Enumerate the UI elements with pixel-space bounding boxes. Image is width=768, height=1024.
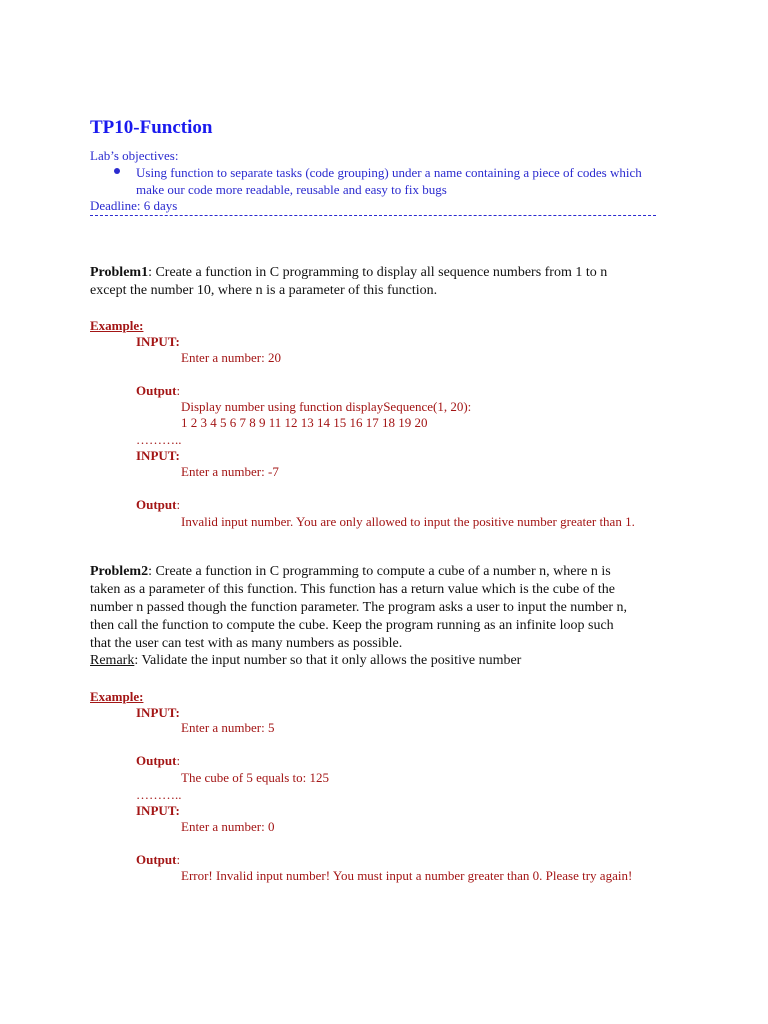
problem2-input1-label: INPUT: — [136, 705, 180, 720]
problem1-input1-label: INPUT: — [136, 334, 180, 349]
problem2-output2-label: Output: — [136, 852, 181, 867]
problem2-output2-value: Error! Invalid input number! You must input a number greater than 0. Please try again! — [181, 868, 633, 883]
remark-label: Remark — [90, 653, 135, 668]
bullet-icon — [114, 168, 120, 174]
dashed-divider — [90, 215, 656, 224]
problem1-line-1 — [90, 264, 607, 282]
page-title: TP10-Function — [90, 117, 213, 138]
problem1-output2-value: Invalid input number. You are only allowed to input the positive number greater than 1. — [181, 514, 635, 529]
problem2-remark — [90, 652, 521, 670]
problem2-output1-label: Output: — [136, 753, 181, 768]
problem2-line-3: number n passed though the function parameter. The program asks a user to input the number n, — [90, 600, 628, 615]
remark-text: : Validate the input number so that it only allows the positive number — [134, 653, 522, 668]
problem2-line-1 — [90, 563, 611, 581]
problem2-example-label: Example: — [90, 689, 144, 704]
problem2-line-4: then call the function to compute the cube. Keep the program running as an infinite loop such — [90, 618, 614, 633]
objectives-label: Lab’s objectives: — [90, 148, 179, 163]
objective-line-1: Using function to separate tasks (code grouping) under a name containing a piece of codes which — [136, 165, 642, 180]
problem1-output1-line-2: 1 2 3 4 5 6 7 8 9 11 12 13 14 15 16 17 18 19 20 — [181, 415, 428, 430]
problem2-input2-value: Enter a number: 0 — [181, 819, 275, 834]
deadline: Deadline: 6 days — [90, 198, 178, 213]
problem2-line-5: that the user can test with as many numbers as possible. — [90, 636, 403, 651]
problem1-output2-label: Output: — [136, 497, 181, 512]
problem1-label: Problem1 — [90, 265, 149, 280]
problem2-output1-value: The cube of 5 equals to: 125 — [181, 770, 330, 785]
problem2-label: Problem2 — [90, 564, 149, 579]
problem1-input2-label: INPUT: — [136, 448, 180, 463]
problem1-output1-line-1: Display number using function displaySequence(1, 20): — [181, 399, 472, 414]
problem1-text-1: : Create a function in C programming to display all sequence numbers from 1 to n — [148, 265, 608, 280]
problem2-text-1: : Create a function in C programming to compute a cube of a number n, where n is — [148, 564, 611, 579]
problem1-input1-value: Enter a number: 20 — [181, 350, 281, 365]
problem2-line-2: taken as a parameter of this function. This function has a return value which is the cube of the — [90, 582, 615, 597]
problem2-ellipsis: ……….. — [136, 787, 182, 802]
problem1-output1-label: Output: — [136, 383, 181, 398]
problem2-input2-label: INPUT: — [136, 803, 180, 818]
problem1-ellipsis: ……….. — [136, 432, 182, 447]
objective-line-2: make our code more readable, reusable and easy to fix bugs — [136, 182, 447, 197]
problem1-line-2: except the number 10, where n is a parameter of this function. — [90, 283, 438, 298]
problem1-example-label: Example: — [90, 318, 144, 333]
problem1-input2-value: Enter a number: -7 — [181, 464, 279, 479]
problem2-input1-value: Enter a number: 5 — [181, 720, 275, 735]
